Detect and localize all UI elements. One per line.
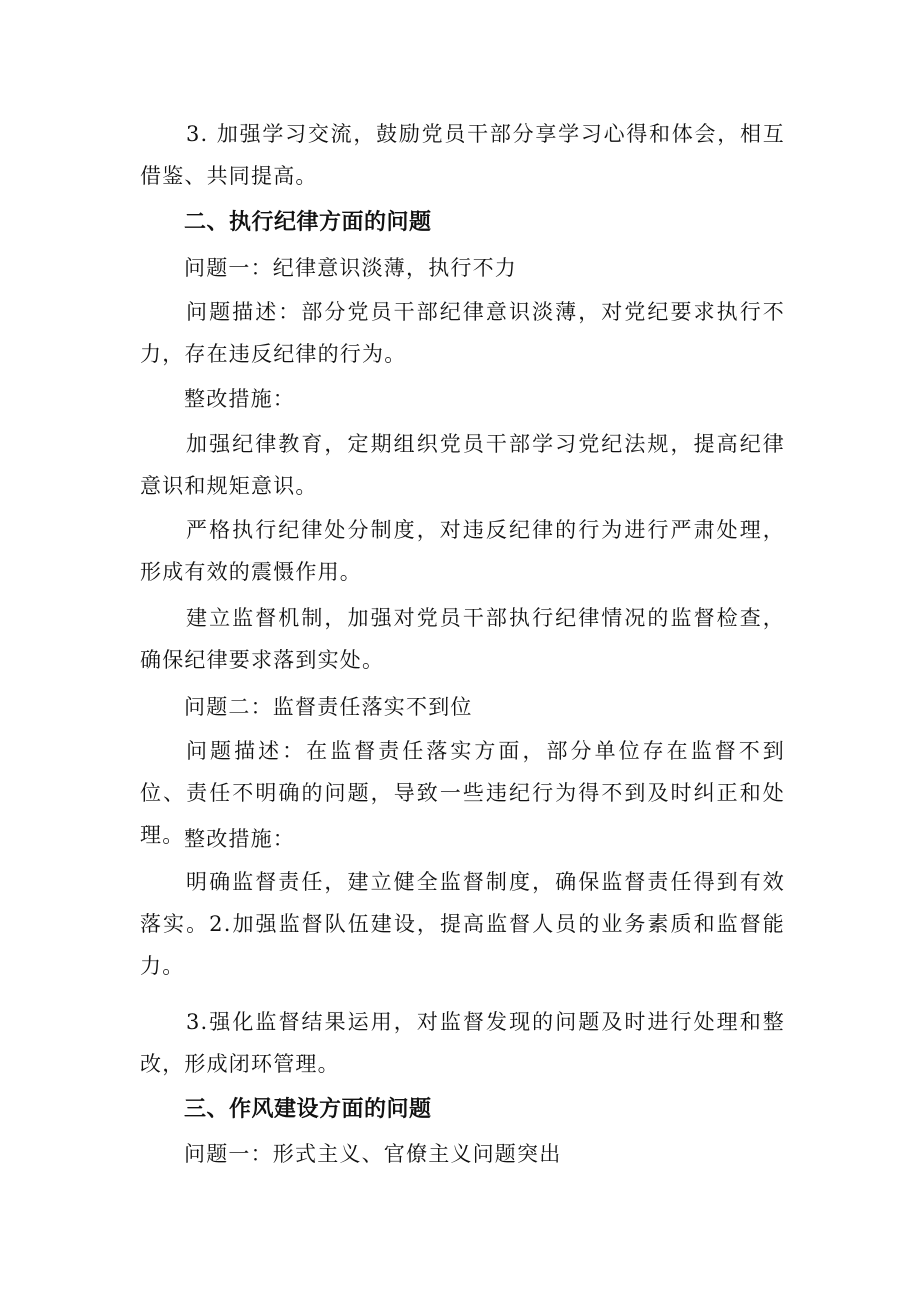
section-heading-work-style: 三、作风建设方面的问题 <box>184 1097 432 1122</box>
paragraph-study-exchange: 3. 加强学习交流，鼓励党员干部分享学习心得和体会，相互借鉴、共同提高。 <box>140 122 785 188</box>
problem-one-description: 问题描述：部分党员干部纪律意识淡薄，对党纪要求执行不力，存在违反纪律的行为。 <box>140 300 785 366</box>
measure-supervision-results: 3.强化监督结果运用，对监督发现的问题及时进行处理和整改，形成闭环管理。 <box>140 1010 785 1076</box>
measure-discipline-punishment: 严格执行纪律处分制度，对违反纪律的行为进行严肃处理，形成有效的震慑作用。 <box>140 518 785 584</box>
measure-supervision-mechanism: 建立监督机制，加强对党员干部执行纪律情况的监督检查，确保纪律要求落到实处。 <box>140 606 785 672</box>
measure-discipline-education: 加强纪律教育，定期组织党员干部学习党纪法规，提高纪律意识和规矩意识。 <box>140 432 785 498</box>
measure-supervision-responsibility: 明确监督责任，建立健全监督制度，确保监督责任得到有效落实。2.加强监督队伍建设，提高监督人员的业务素质和监督能力。 <box>140 870 785 978</box>
problem-one-title: 问题一：纪律意识淡薄，执行不力 <box>184 256 517 280</box>
problem-formalism-title: 问题一：形式主义、官僚主义问题突出 <box>184 1142 562 1166</box>
rectification-label-two: 整改措施： <box>184 827 295 851</box>
problem-two-title: 问题二：监督责任落实不到位 <box>184 695 473 719</box>
section-heading-discipline: 二、执行纪律方面的问题 <box>184 210 432 235</box>
problem-two-description: 问题描述：在监督责任落实方面，部分单位存在监督不到位、责任不明确的问题，导致一些违纪行为得不到及时纠正和处理。 <box>140 739 785 847</box>
rectification-label-one: 整改措施： <box>184 387 295 411</box>
